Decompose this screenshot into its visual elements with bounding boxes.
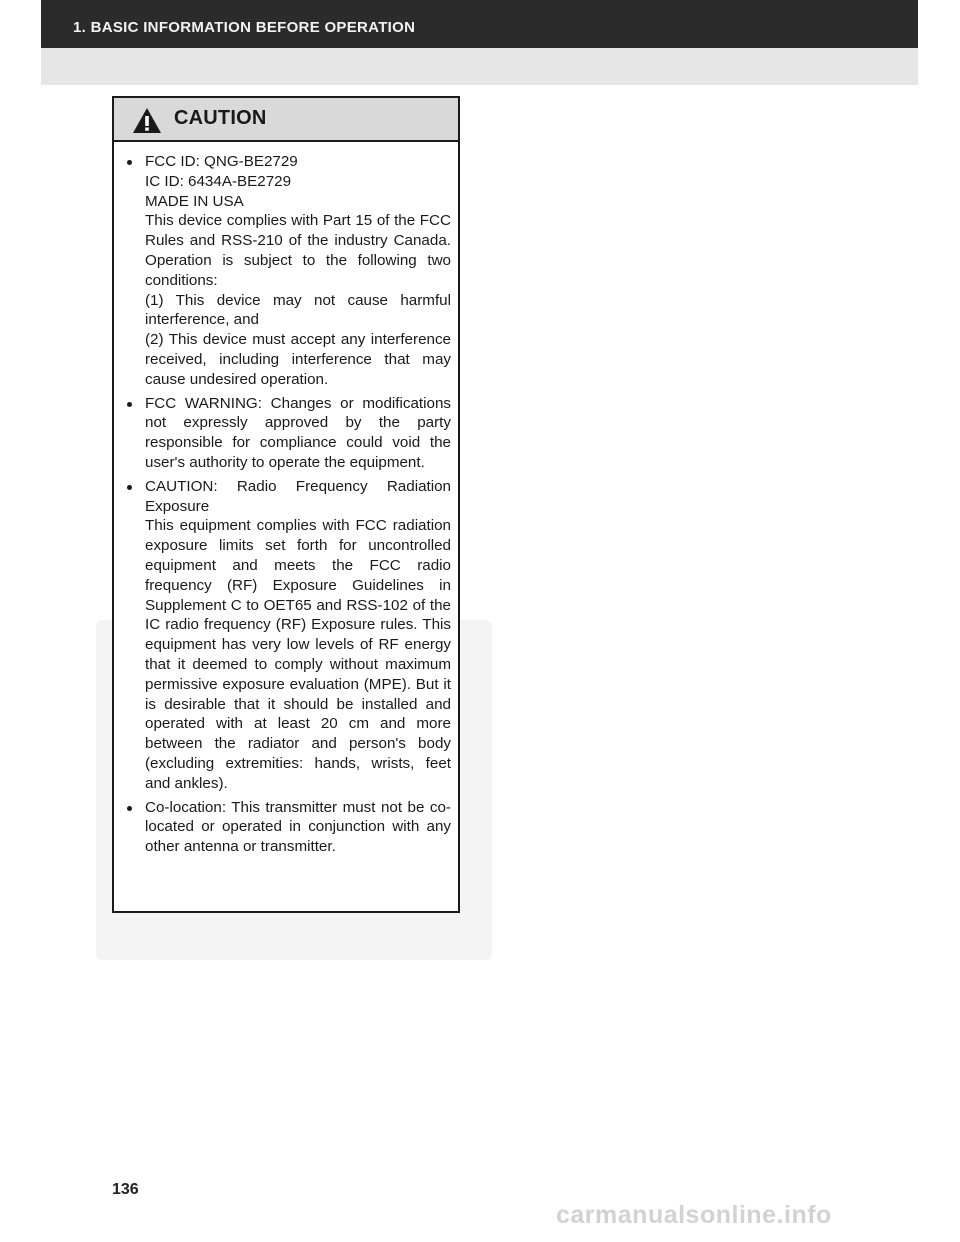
ic-id-text: IC ID: 6434A-BE2729	[145, 172, 292, 190]
chapter-title: 1. BASIC INFORMATION BEFORE OPERATION	[73, 19, 416, 36]
made-in-text: MADE IN USA	[145, 192, 244, 210]
fcc-id-text: FCC ID: QNG-BE2729	[145, 153, 298, 170]
fcc-warning-text: FCC WARNING: Changes or modifications not expressly approved by the party responsible for compliance could void the user's authority to operate the equipment.	[145, 394, 451, 471]
caution-label: CAUTION	[174, 107, 267, 129]
condition-1-text: (1) This device may not cause harmful interference, and	[145, 291, 451, 329]
caution-body	[114, 142, 458, 857]
warning-triangle-icon	[132, 107, 162, 134]
page-number: 136	[112, 1181, 139, 1198]
bullet-icon	[127, 160, 132, 165]
caution-item-fcc-id	[121, 152, 451, 390]
rf-exposure-heading: CAUTION: Radio Frequency Radiation Exposure	[145, 477, 451, 515]
bullet-icon	[127, 402, 132, 407]
bullet-icon	[127, 806, 132, 811]
caution-item-fcc-warning	[121, 394, 451, 473]
caution-item-rf-exposure	[121, 477, 451, 794]
caution-item-co-location	[121, 798, 451, 857]
compliance-text: This device complies with Part 15 of the FCC Rules and RSS-210 of the industry Canada. Operation is subject to the following two conditions:	[145, 212, 451, 289]
site-watermark: carmanualsonline.info	[556, 1201, 832, 1229]
caution-bullet-list	[121, 152, 451, 857]
caution-header	[114, 98, 458, 142]
bullet-icon	[127, 485, 132, 490]
header-sub-band	[41, 48, 918, 85]
condition-2-text: (2) This device must accept any interference received, including interference that may cause undesired operation.	[145, 331, 451, 388]
rf-exposure-text: This equipment complies with FCC radiation exposure limits set forth for uncontrolled equipment and meets the FCC radio frequency (RF) Exposure Guidelines in Supplement C to OET65 and RSS-102 of the IC radio frequency (RF) Exposure rules. This equipment has very low levels of RF energy that it deemed to comply without maximum permissive exposure evaluation (MPE). But it is desirable that it should be installed and operated with at least 20 cm and more between the radiator and person's body (excluding extremities: hands, wrists, feet and ankles).	[145, 517, 451, 792]
co-location-text: Co-location: This transmitter must not be co-located or operated in conjunction with any other antenna or transmitter.	[145, 798, 451, 856]
caution-box	[112, 96, 460, 913]
